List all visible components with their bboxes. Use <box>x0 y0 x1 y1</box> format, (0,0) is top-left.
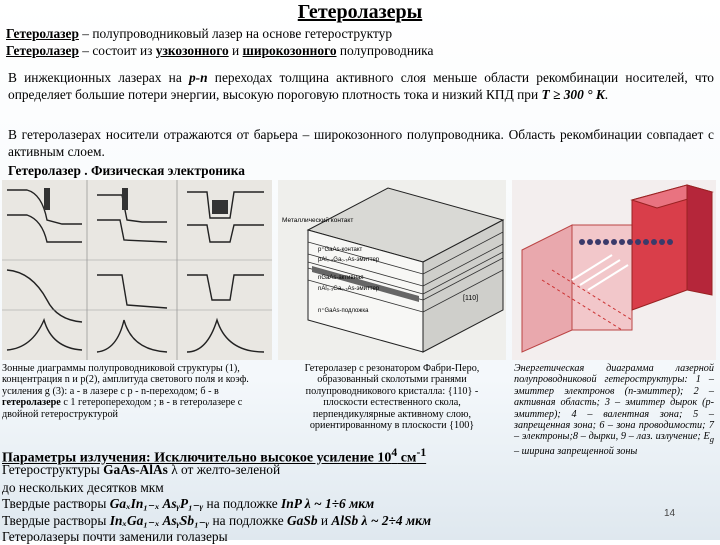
caption-band-diagrams <box>2 363 272 420</box>
text: переходах толщина активного слоя меньше области рекомбинации носителей, что определяет большие потери энергии, высокую пороговую плотность тока и низкий КПД при <box>8 70 714 102</box>
text: Твердые растворы <box>2 496 110 511</box>
bullet-inp <box>2 496 374 512</box>
fabry-perot-laser-figure <box>278 180 506 360</box>
text: и <box>317 513 332 528</box>
params-text: Параметры излучения: Исключительно высокое усиление 10 <box>2 450 392 466</box>
params-text: см <box>397 450 417 466</box>
pn-term: p-n <box>188 70 208 85</box>
text: на подложке <box>209 513 288 528</box>
text: – состоит из <box>78 43 156 58</box>
paragraph-heterolaser: В гетеролазерах носители отражаются от барьера – широкозонного полупроводника. Область рекомбинации совпадает с активным слоем. <box>8 127 714 159</box>
material: GaAs-AlAs <box>103 462 168 477</box>
label-substrate: n⁺GaAs-подложка <box>318 308 369 314</box>
bullet-gaas <box>2 462 280 478</box>
material: GaₓIn₁₋ₓ AsᵧP₁₋ᵧ <box>109 496 204 511</box>
substrate: AlSb <box>331 513 359 528</box>
wavelength: λ ~ 2÷4 мкм <box>358 513 432 528</box>
params-sup: -1 <box>416 446 427 459</box>
definition-line-2 <box>6 43 433 60</box>
caption-text: Зонные диаграммы полупроводниковой структуры (1), концентрация n и p(2), амплитуда светового поля и коэф. усиления g (3): а - в лазере с p - n-переходом; б - в <box>2 363 249 397</box>
text: и <box>228 43 243 58</box>
temperature-term: T ≥ 300 ° K <box>541 86 605 102</box>
term-heterolaser: Гетеролазер <box>6 26 79 41</box>
caption-text: Энергетическая диаграмма лазерной полупроводниковой гетероструктуры: 1 – эмиттер электронов (n-эмиттер); 2 – активная область; 3 – эмиттер дырок (p-эмиттер); 4 – валентная зона; 5 – запрещенная зона; 6 – зона проводимости; 7 – электроны;8 – дырки, 9 – лаз. излучение; E <box>514 363 714 443</box>
caption-text: – ширина запрещенной зоны <box>514 445 638 457</box>
caption-sub: g <box>709 434 714 445</box>
text: на подложке <box>203 496 282 511</box>
caption-text: с 1 гетеропереходом ; в - в гетеролазере с двойной гетероструктурой <box>2 397 243 420</box>
label-layer-1: p⁺GaAs-контакт <box>318 247 363 253</box>
label-plane: [110] <box>463 295 479 302</box>
wavelength: λ ~ 1÷6 мкм <box>301 496 375 511</box>
caption-fabry-perot: Гетеролазер с резонатором Фабри-Перо, образованный сколотыми гранями полупроводникового кристалла: {110} - плоскости естественного скола, перпендикулярные активному слою, ориентированному в плоскости {100} <box>304 363 480 432</box>
material: InₓGa₁₋ₓ AsᵧSb₁₋ᵧ <box>109 513 210 528</box>
bullet-gasb <box>2 513 431 529</box>
text: полупроводника <box>336 43 434 58</box>
substrate: InP <box>281 496 302 511</box>
slide-title: Гетеролазеры <box>297 1 423 23</box>
term-wide: широкозонного <box>242 43 337 58</box>
text: В инжекционных лазерах на <box>8 70 189 85</box>
definition-line-1 <box>6 26 392 43</box>
text: . <box>604 86 609 102</box>
section-header: Гетеролазер . Физическая электроника <box>8 163 245 178</box>
energy-diagram-figure <box>512 180 716 360</box>
bullet-replaced: Гетеролазеры почти заменили голазеры <box>2 529 228 544</box>
substrate: GaSb <box>287 513 318 528</box>
label-contact: Металлический контакт <box>282 217 354 224</box>
text: λ от желто-зеленой <box>167 462 281 477</box>
definition-text: – полупроводниковый лазер на основе гетероструктур <box>78 26 393 41</box>
text: Твердые растворы <box>2 513 110 528</box>
term-heterolaser-2: Гетеролазер <box>6 43 79 58</box>
text: Гетероструктуры <box>2 462 104 477</box>
term-narrow: узкозонного <box>155 43 229 58</box>
band-diagram-figure <box>2 180 272 360</box>
caption-term: гетеролазере <box>2 397 61 409</box>
bullet-range: до нескольких десятков мкм <box>2 480 164 495</box>
page-number: 14 <box>664 508 676 519</box>
params-sup: 4 <box>391 446 398 459</box>
label-layer-2: pAl₀.₃Ga₀.₇As-эмиттер <box>318 257 380 263</box>
label-layer-3: nGaAs-активная <box>318 275 364 281</box>
paragraph-injection <box>8 70 714 103</box>
caption-energy-diagram <box>514 363 714 457</box>
label-layer-4: nAl₀.₃Ga₀.₇As-эмиттер <box>318 286 380 292</box>
